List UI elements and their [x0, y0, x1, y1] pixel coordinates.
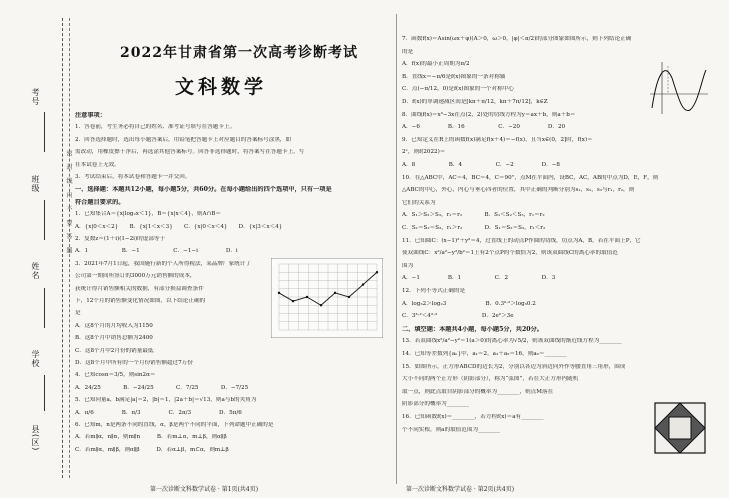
- question-line: A．−6 B．16 C．−20 D．20: [402, 124, 566, 131]
- question-line: C．点(−π/12，0)是f(x)图象的一个对称中心: [402, 86, 514, 93]
- question-line: 11．已知圆C：(x−1)²＋y²＝4，过直线上的动点P作圆的切线，切点为A，B，若在平面上P，它: [402, 237, 641, 244]
- question-line: A．1 B．−1 C．−1−i D．i: [75, 248, 238, 255]
- question-line: 3．2021年7月1日起，我国施行新的个人所得税法，某品牌厂家统计了: [75, 260, 251, 267]
- field-exam-number: 考号: [31, 88, 40, 106]
- chart-point: [376, 271, 378, 273]
- question-line: A．24/25 B．−24/25 C．7/25 D．−7/25: [75, 384, 249, 391]
- question-line: A．−1 B．1 C．2 D．3: [402, 275, 556, 282]
- question-line: 16．已知函数f(x)＝________，若方程f(x)＝a有________: [402, 414, 544, 420]
- question-line: 在本试卷上无效。: [75, 161, 120, 168]
- question-line: 6．已知m，n是两条不同的直线，α，β是两个不同的平面，下列命题中正确的是: [75, 422, 274, 428]
- question-line: 符合题目要求的。: [75, 198, 125, 206]
- chart-point: [306, 296, 308, 298]
- question-line: B．直线x＝−π/6是f(x)图象的一条对称轴: [402, 73, 506, 80]
- chart-point: [362, 283, 364, 285]
- question-line: 15．如图所示，正方形ABCD的边长为2，分别以各边为斜边向外作等腰直角三角形，围成: [402, 363, 626, 370]
- question-line: 7．函数f(x)＝Asin(ωx＋φ)(A＞0，ω＞0，|φ|＜π/2)的部分图象如图所示，则下列结论正确: [402, 36, 632, 42]
- exam-title: 2022年甘肃省第一次高考诊断考试: [120, 45, 358, 61]
- question-line: A．8 B．4 C．−2 D．−8: [402, 162, 560, 168]
- question-line: 取一点，则此点取自阴影部分的概率为________，则点M落在: [402, 388, 554, 395]
- question-line: C．这8个月中2月份的销量最低: [75, 347, 154, 354]
- question-line: 下，12个月的销售额变化情况如图，以下结论正确的: [75, 298, 206, 304]
- field-line: [44, 375, 45, 411]
- question-line: 一、选择题：本题共12小题，每小题5分，共60分。在每小题给出的四个选项中，只有一项是: [75, 186, 332, 194]
- question-line: A．S₁＞S₂＞S₃，r₁＝r₂ B．S₁＜S₂＜S₃，r₁＝r₂: [402, 212, 545, 219]
- page-footer-right: 第一次诊断文科数学试卷 · 第2页(共4页): [406, 486, 515, 493]
- question-line: 大小不同的两个正方形（阴影部分），称为“弦图”，若在大正方形内随机: [402, 376, 579, 383]
- question-line: 14．已知等差数列{aₙ}中，a₁＝2，a₃＋a₅＝16，则a₆＝________: [402, 351, 567, 357]
- question-line: 使双曲线C：x²/a²−y²/b²＝1上有2个点P的个数恰为2，则该双曲线C的离心率的取值范: [402, 250, 618, 257]
- question-line: 9．已知定义在R上的函数f(x)满足f(x＋4)＝−f(x)，且当x∈(0，2]时，f(x)＝: [402, 136, 593, 143]
- question-line: 获统计得月销售额相关的数据，有部分损益调查条件: [75, 285, 204, 292]
- seal-line: [62, 18, 63, 478]
- question-line: 的是: [402, 48, 414, 55]
- question-line: D．f(x)的单调递减区间是[kπ＋π/12，kπ＋7π/12]，k∈Z: [402, 99, 548, 105]
- question-line: A．若m∥α，n∥α，则m∥n B．若m⊥α，m⊥β，则α∥β: [75, 434, 227, 441]
- string-figure: [652, 400, 708, 456]
- chart-point: [320, 304, 322, 306]
- right-page: [402, 0, 724, 498]
- field-line: [44, 112, 45, 152]
- question-line: 1．答卷前，考生务必将自己的姓名、准考证号填写在答题卡上。: [75, 124, 236, 131]
- question-line: 二、填空题：本题共4小题，每小题5分，共20分。: [402, 325, 543, 333]
- exam-subject: 文科数学: [175, 76, 268, 98]
- sine-graph-figure: [648, 58, 710, 116]
- question-line: 围为: [402, 262, 414, 269]
- question-line: A．log₃2＞log₂3 B．0.3⁰·²＞log₃0.2: [402, 300, 536, 307]
- seal-notice: 密 封 线 内 不 要 答 题: [65, 150, 72, 257]
- question-line: △ABC的中心，外心，内心与垂心四者的位置，其中正确的判断分别为s₁，s₂，s₃与r₁，r₂，则: [402, 187, 635, 194]
- question-line: 3．考试结束后，将本试卷和答题卡一并交回。: [75, 174, 191, 180]
- page-divider: [396, 14, 397, 484]
- chart-point: [348, 296, 350, 298]
- question-line: B．这8个月中销售总额为2400: [75, 335, 153, 342]
- graph-sine-curve: [652, 70, 706, 111]
- field-district: 县(区): [31, 425, 40, 452]
- question-line: A．f(x)的最小正周期为π/2: [402, 61, 470, 68]
- question-line: C．3³·²＜4²·³ D．2e²＞3e: [402, 313, 514, 320]
- question-line: 是: [75, 310, 81, 317]
- monthly-sales-chart: [271, 258, 383, 338]
- question-line: 13．若双曲线x²/a²−y²＝1(a＞0)的离心率为√5/2，则该双曲线的渐近线方程为________: [402, 338, 622, 345]
- question-line: 10．在△ABC中，AC＝4，BC＝4，C＝90°，点M在平面内，设BC，AC，AB的中点为D，E，F，则: [402, 174, 659, 181]
- question-line: A．这8个月的月均收入为1150: [75, 322, 153, 329]
- question-line: 个不同实根，则a的取值范围为________: [402, 426, 501, 433]
- chart-point: [292, 300, 294, 302]
- question-line: A．π/6 B．π/3 C．2π/3 D．5π/6: [75, 409, 242, 416]
- question-line: D．这8个月中所有的一个月份销售额超过7万份: [75, 360, 193, 366]
- field-name: 姓名: [31, 262, 40, 280]
- question-line: 1．已知集合A＝{x|log₂x＜1}，B＝{x|x＜4}，则A∩B＝: [75, 211, 221, 218]
- page-footer-left: 第一次诊断文科数学试卷 · 第1页(共4页): [150, 486, 259, 493]
- binding-margin: [0, 0, 72, 498]
- question-line: 注意事项：: [75, 112, 106, 119]
- question-line: 2ˣ，则f(2022)＝: [402, 149, 446, 156]
- field-class: 班级: [31, 175, 40, 193]
- field-school: 学校: [31, 350, 40, 368]
- field-line: [44, 288, 45, 328]
- question-line: 12．下列不等式正确的是: [402, 288, 466, 294]
- question-line: 2．复数z＝(1＋i)(1−2i)的虚部等于: [75, 236, 166, 242]
- question-line: 需改动，用橡皮擦干净后，再选涂其他答案标号。回答非选择题时，将答案写在答题卡上，写: [75, 149, 305, 156]
- question-line: 2．回答选择题时，选出每小题答案后，用铅笔把答题卡上对应题目的答案标号涂黑，如: [75, 136, 292, 143]
- question-line: 它们的关系为: [402, 199, 436, 206]
- question-line: C．S₁＝S₂＝S₃，r₁＞r₂ D．S₁＝S₂＝S₃，r₁＜r₂: [402, 225, 546, 231]
- inner-square: [669, 417, 691, 439]
- question-line: 8．曲线f(x)＝x³−3x在点(2，2)处的切线方程为y＝ax＋b，则a＋b＝: [402, 111, 576, 118]
- left-page: [75, 0, 390, 498]
- question-line: 公司第一期间所签订的3000万元销售额的成本，: [75, 273, 196, 280]
- question-line: A．{x|0＜x＜2} B．{x|1＜x＜3} C．{x|0＜x＜4} D．{x|3＜x＜4}: [75, 223, 283, 230]
- chart-point: [278, 292, 280, 294]
- chart-point: [334, 292, 336, 294]
- field-line: [44, 200, 45, 240]
- question-line: 4．已知cosα＝3/5，则sin2α＝: [75, 372, 156, 379]
- question-line: 阴影部分的概率为________: [402, 401, 470, 408]
- question-line: 5．已知向量a，b满足|a|＝2，|b|＝1，|2a＋b|＝√13，则a与b的夹角为: [75, 397, 257, 404]
- question-line: C．若m∥α，m∥β，则α∥β D．若α⊥β，m⊂α，则m⊥β: [75, 446, 229, 453]
